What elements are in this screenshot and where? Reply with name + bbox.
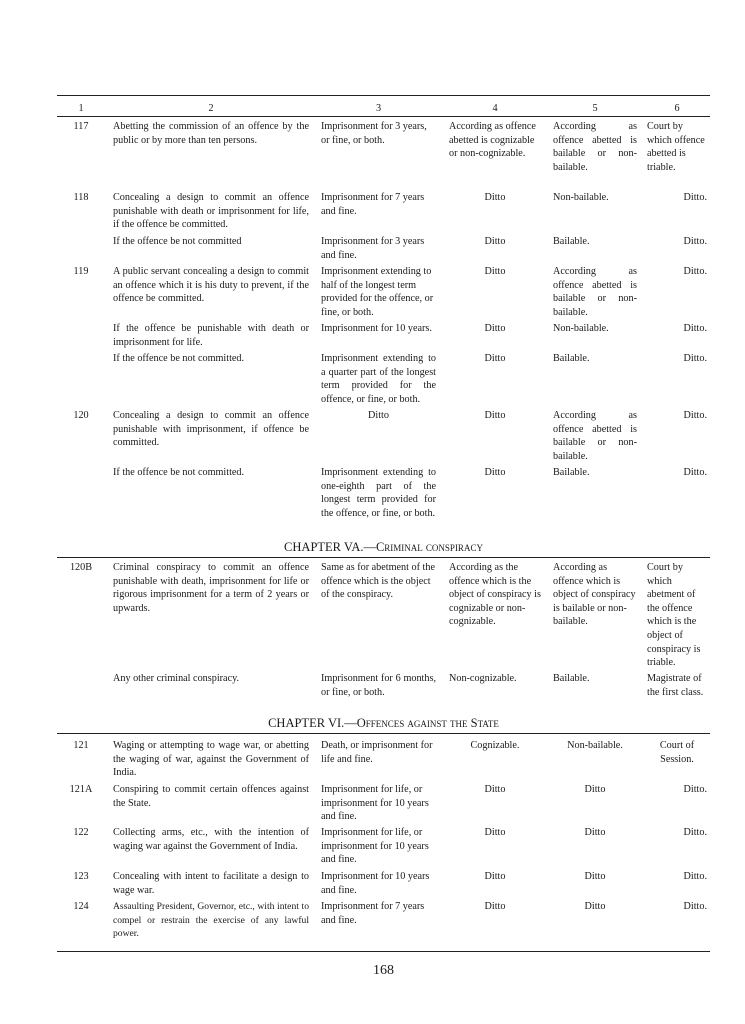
court-cell: Ditto. [683, 323, 707, 334]
punishment-cell: Death, or imprisonment for life and fine. [321, 740, 433, 765]
chapter-number: CHAPTER VA.— [284, 540, 376, 554]
offence-cell: Conspiring to commit certain offences against the State. [113, 784, 309, 809]
offence-cell: Collecting arms, etc., with the intention of waging war against the Government of India. [113, 827, 309, 852]
court-cell: Ditto. [683, 827, 707, 838]
section-number: 121 [73, 740, 89, 751]
chapter-heading [57, 716, 710, 731]
bailable-cell: Ditto [584, 784, 606, 795]
cognizable-cell: Cognizable. [470, 740, 520, 751]
court-cell: Court by which abetment of the offence which is the object of conspiracy is triable. [647, 562, 701, 669]
chapter-title: Criminal conspiracy [375, 540, 483, 554]
punishment-cell: Imprisonment for life, or imprisonment for 10 years and fine. [321, 784, 429, 823]
table-top-rule [57, 95, 710, 96]
section-number: 120B [69, 562, 93, 573]
bailable-cell: Non-bailable. [553, 192, 609, 203]
offence-cell: If the offence be not committed. [113, 353, 245, 364]
offence-cell: Criminal conspiracy to commit an offence punishable with death, imprisonment for life or rigorous imprisonment for a term of 2 years or upwards. [113, 562, 309, 614]
punishment-cell: Imprisonment for 7 years and fine. [321, 901, 425, 926]
column-header-1: 1 [78, 103, 84, 114]
court-cell: Ditto. [683, 236, 707, 247]
bailable-cell: Ditto [584, 871, 606, 882]
section-number: 120 [73, 410, 89, 421]
offence-cell: If the offence be not committed. [113, 467, 245, 478]
bailable-cell: According as offence abetted is bailable or non-bailable. [553, 266, 637, 318]
cognizable-cell: Ditto [484, 192, 506, 203]
punishment-cell: Imprisonment for 10 years and fine. [321, 871, 430, 896]
punishment-cell: Imprisonment for life, or imprisonment for 10 years and fine. [321, 827, 429, 866]
court-cell: Ditto. [683, 353, 707, 364]
bailable-cell: According as offence abetted is bailable or non-bailable. [553, 410, 637, 462]
column-header-4: 4 [492, 103, 498, 114]
bailable-cell: Non-bailable. [553, 323, 609, 334]
column-header-5: 5 [592, 103, 598, 114]
header-bottom-rule [57, 116, 710, 117]
cognizable-cell: Ditto [484, 266, 506, 277]
court-cell: Ditto. [683, 901, 707, 912]
bailable-cell: Ditto [584, 901, 606, 912]
offence-cell: Concealing with intent to facilitate a design to wage war. [113, 871, 309, 896]
cognizable-cell: Ditto [484, 827, 506, 838]
punishment-cell: Imprisonment extending to half of the longest term provided for the offence, or fine, or both. [321, 266, 434, 318]
column-header-3: 3 [375, 103, 382, 114]
punishment-cell: Imprisonment extending to one-eighth part of the longest term provided for the offence, or fine, or both. [321, 467, 436, 519]
offence-cell: Abetting the commission of an offence by the public or by more than ten persons. [113, 121, 309, 146]
offence-cell: Concealing a design to commit an offence punishable with death or imprisonment for life, if the offence be committed. [113, 192, 309, 231]
cognizable-cell: Ditto [484, 901, 506, 912]
cognizable-cell: Ditto [484, 323, 506, 334]
punishment-cell: Ditto [368, 410, 389, 421]
section-number: 122 [73, 827, 89, 838]
court-cell: Ditto. [683, 266, 707, 277]
cognizable-cell: Ditto [484, 467, 506, 478]
punishment-cell: Imprisonment for 3 years and fine. [321, 236, 425, 261]
offence-cell: If the offence be punishable with death or imprisonment for life. [113, 323, 309, 348]
chapter-number: CHAPTER VI.— [268, 716, 357, 730]
cognizable-cell: According as the offence which is the object of conspiracy is cognizable or non-cognizable. [449, 562, 541, 628]
punishment-cell: Imprisonment extending to a quarter part of the longest term provided for the offence, or fine, or both. [321, 353, 436, 405]
punishment-cell: Same as for abetment of the offence which is the object of the conspiracy. [321, 562, 436, 601]
section-number: 117 [73, 121, 89, 132]
page-number: 168 [373, 963, 394, 978]
offence-cell: A public servant concealing a design to commit an offence which it is his duty to prevent, if the offence be committed. [113, 266, 309, 305]
offence-cell: Concealing a design to commit an offence punishable with imprisonment, if offence be committed. [113, 410, 309, 449]
column-header-2: 2 [208, 103, 214, 114]
punishment-cell: Imprisonment for 10 years. [321, 323, 432, 334]
court-cell: Ditto. [683, 410, 707, 421]
section-number: 118 [73, 192, 89, 203]
section-number: 124 [73, 901, 89, 912]
court-cell: Magistrate of the first class. [647, 673, 704, 698]
offence-cell: If the offence be not committed [113, 236, 242, 247]
bailable-cell: Non-bailable. [567, 740, 623, 751]
section-number: 121A [69, 784, 93, 795]
section-number: 119 [73, 266, 89, 277]
chapter-heading [57, 540, 710, 555]
cognizable-cell: Ditto [484, 353, 506, 364]
chapter-rule [57, 557, 710, 558]
court-cell: Court by which offence abetted is triable. [647, 121, 705, 173]
cognizable-cell: Non-cognizable. [449, 673, 517, 684]
court-cell: Ditto. [683, 871, 707, 882]
punishment-cell: Imprisonment for 7 years and fine. [321, 192, 425, 217]
punishment-cell: Imprisonment for 6 months, or fine, or both. [321, 673, 436, 698]
bailable-cell: Bailable. [553, 467, 590, 478]
cognizable-cell: According as offence abetted is cognizable or non-cognizable. [449, 121, 536, 160]
cognizable-cell: Ditto [484, 236, 506, 247]
bailable-cell: Bailable. [553, 353, 590, 364]
cognizable-cell: Ditto [484, 871, 506, 882]
bailable-cell: Ditto [584, 827, 606, 838]
court-cell: Ditto. [683, 467, 707, 478]
section-number: 123 [73, 871, 89, 882]
column-header-6: 6 [674, 103, 680, 114]
bailable-cell: Bailable. [553, 673, 590, 684]
offence-cell: Any other criminal conspiracy. [113, 673, 240, 684]
offence-cell: Waging or attempting to wage war, or abetting the waging of war, against the Government of India. [113, 740, 309, 779]
bailable-cell: According as offence abetted is bailable or non-bailable. [553, 121, 637, 173]
bailable-cell: According as offence which is object of conspiracy is bailable or non-bailable. [553, 562, 636, 628]
court-cell: Ditto. [683, 784, 707, 795]
court-cell: Ditto. [683, 192, 707, 203]
cognizable-cell: Ditto [484, 410, 506, 421]
table-bottom-rule [57, 951, 710, 952]
punishment-cell: Imprisonment for 3 years, or fine, or both. [321, 121, 427, 146]
offence-cell: Assaulting President, Governor, etc., with intent to compel or restrain the exercise of any lawful power. [113, 901, 309, 940]
cognizable-cell: Ditto [484, 784, 506, 795]
chapter-rule [57, 733, 710, 734]
court-cell: Court of Session. [659, 740, 695, 765]
bailable-cell: Bailable. [553, 236, 590, 247]
chapter-title: Offences against the State [356, 716, 499, 730]
